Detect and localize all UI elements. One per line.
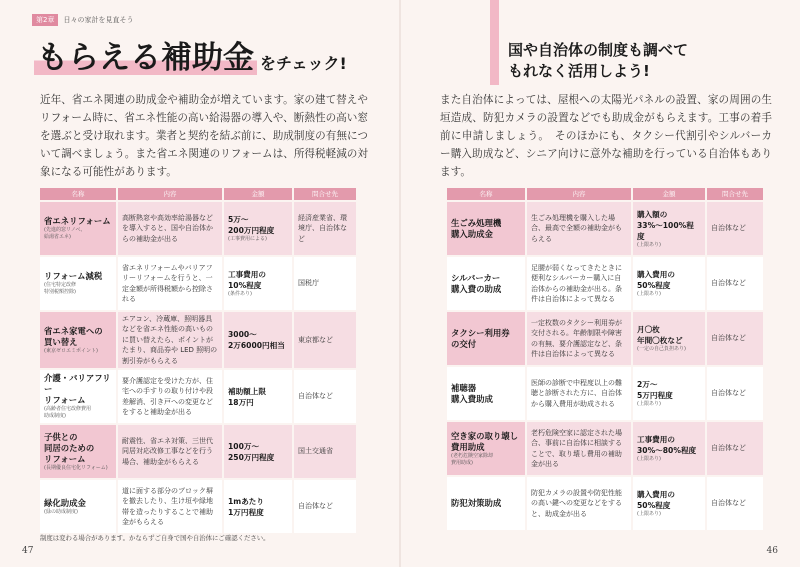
subsidy-name: 防犯対策助成: [451, 498, 502, 508]
cell-content: 耐震性、省エネ対策、三世代同居対応改修工事などを行う場合、補助金がもらえる: [118, 425, 222, 478]
cell-name: [40, 257, 116, 310]
cell-content: 要介護認定を受けた方が、住宅への手すりの取り付けや段差解消、引き戸への変更などをすると補助金が出る: [118, 370, 222, 423]
header-amount: 金額: [633, 188, 705, 200]
subsidy-name-note: (住宅特定改修 特別税額控除): [44, 282, 76, 295]
page-title-sub: をチェック!: [260, 54, 347, 73]
subsidy-name: リフォーム減税: [44, 271, 103, 281]
table-row: [40, 425, 356, 478]
cell-amount: [224, 312, 292, 368]
amount-value: 5万～ 200万円程度: [228, 215, 275, 235]
amount-value: 1mあたり 1万円程度: [228, 496, 264, 517]
page-number: 46: [766, 546, 778, 556]
table-row: [40, 257, 356, 310]
amount-note: (上限あり): [637, 511, 661, 517]
cell-name: [40, 480, 116, 533]
cell-contact: 東京都など: [294, 312, 356, 368]
cell-contact: 自治体など: [707, 202, 763, 255]
cell-contact: 自治体など: [707, 257, 763, 310]
intro-paragraph: 近年、省エネ関連の助成金や補助金が増えています。家の建て替えやリフォーム時に、省エネ性能の高い給湯器の導入や、断熱性の高い窓を選ぶと受け取れます。業者と契約を結ぶ前に、助成制度の有無について調べましょう。また省エネ関連のリフォームは、所得税軽減の対象になる可能性があります。: [40, 94, 368, 178]
subsidy-name-note: (先進的窓リノベ、 給湯省エネ): [44, 227, 86, 240]
cell-amount: [633, 422, 705, 475]
amount-note: (上限あり): [637, 241, 661, 248]
subsidy-name: 緑化助成金: [44, 497, 86, 508]
chapter-title: 日々の家計を見直そう: [63, 16, 134, 24]
amount-value: 購入額の 33%～100%程度: [637, 209, 694, 241]
amount-value: 月〇枚 年間〇枚など: [637, 325, 683, 345]
cell-contact: 自治体など: [294, 480, 356, 533]
amount-value: 工事費用の 30%～80%程度: [637, 435, 697, 455]
subsidy-name: 補聴器 購入費助成: [451, 382, 493, 404]
cell-amount: [224, 370, 292, 423]
amount-note: (条件あり): [228, 291, 252, 297]
header-name: 名称: [447, 188, 525, 200]
subsidy-name: 省エネリフォーム: [44, 216, 111, 226]
header-contact: 問合せ先: [707, 188, 763, 200]
amount-note: (上限あり): [637, 401, 661, 407]
cell-name: [40, 425, 116, 478]
amount-value: 購入費用の 50%程度: [637, 490, 675, 510]
cell-name: [447, 367, 525, 420]
table-header-row: [40, 188, 356, 200]
footnote: 制度は変わる場合があります。かならずご自身で国や自治体にご確認ください。: [40, 534, 270, 542]
cell-contact: 国税庁: [294, 257, 356, 310]
subsidy-name: 生ごみ処理機 購入助成金: [451, 217, 502, 239]
table-header-row: [447, 188, 763, 200]
subsidy-name-note: (高齢者住宅改修費用 助成制度): [44, 406, 91, 420]
cell-content: 老朽危険空家に認定された場合、事前に自治体に相談することで、取り壊し費用の補助金が出る: [527, 422, 631, 475]
amount-note: (工事費用による): [228, 236, 267, 242]
section-title-line1: 国や自治体の制度も調べて: [508, 41, 689, 59]
cell-content: 足腰が弱くなってきたときに便利なシルバーカー購入に自治体からの補助金が出る。条件は自治体によって異なる: [527, 257, 631, 310]
amount-note: (一定の自己負担あり): [637, 346, 686, 352]
cell-name: [447, 202, 525, 255]
intro-paragraph: また自治体によっては、屋根への太陽光パネルの設置、家の周囲の生垣造成、防犯カメラの設置などでも助成金がもらえます。工事の着手前に申請しましょう。 そのほかにも、タクシー代割引やシルバーカー購入助成など、シニア向けに意外な補助を行っている自治体もあります。: [440, 94, 772, 178]
cell-name: [447, 422, 525, 475]
header-content: 内容: [527, 188, 631, 200]
subsidy-table: [38, 186, 358, 535]
table-row: [40, 370, 356, 423]
section-title: [508, 40, 688, 82]
amount-note: (上限あり): [637, 291, 661, 297]
table-row: [447, 312, 763, 365]
subsidy-table: [445, 186, 765, 532]
subsidy-name-note: (長期優良住宅化リフォーム): [44, 464, 108, 471]
cell-amount: [633, 312, 705, 365]
page-title-main: もらえる補助金: [34, 38, 257, 78]
table-row: [447, 257, 763, 310]
amount-value: 2万～ 5万円程度: [637, 380, 673, 400]
subsidy-name: シルバーカー 購入費の助成: [451, 272, 502, 294]
cell-content: エアコン、冷蔵庫、照明器具などを省エネ性能の高いものに買い替えたら、ポイントがたまり、商品券や LED 照明の割引券がもらえる: [118, 312, 222, 368]
cell-name: [447, 312, 525, 365]
cell-name: [40, 202, 116, 255]
cell-contact: 経済産業省、環境庁、自治体など: [294, 202, 356, 255]
cell-amount: [224, 480, 292, 533]
chapter-tag: [32, 14, 133, 26]
header-name: 名称: [40, 188, 116, 200]
cell-amount: [224, 425, 292, 478]
cell-amount: [633, 477, 705, 530]
cell-contact: 自治体など: [707, 422, 763, 475]
cell-content: 一定枚数のタクシー利用券が交付される。年齢制限や障害の有無、要介護認定など、条件は自治体によって異なる: [527, 312, 631, 365]
cell-name: [40, 312, 116, 368]
table-row: [447, 477, 763, 530]
table-row: [447, 202, 763, 255]
chapter-badge: 第2章: [32, 14, 58, 26]
table-row: [447, 367, 763, 420]
subsidy-name: 子供との 同居のための リフォーム: [44, 431, 95, 464]
cell-name: [447, 257, 525, 310]
header-content: 内容: [118, 188, 222, 200]
cell-amount: [224, 257, 292, 310]
amount-note: (上限あり): [637, 456, 661, 462]
table-row: [447, 422, 763, 475]
amount-value: 工事費用の 10%程度: [228, 270, 266, 290]
cell-contact: 国土交通省: [294, 425, 356, 478]
subsidy-name: タクシー利用券 の交付: [451, 327, 510, 349]
cell-name: [40, 370, 116, 423]
cell-contact: 自治体など: [294, 370, 356, 423]
cell-amount: [224, 202, 292, 255]
page-title: [34, 38, 347, 78]
right-page: [400, 0, 800, 567]
title-accent-bar: [490, 0, 499, 85]
subsidy-name: 介護・バリアフリー リフォーム: [44, 373, 111, 406]
cell-content: 道に面する部分のブロック塀を撤去したり、生け垣や緑地帯を造ったりすることで補助金がもらえる: [118, 480, 222, 533]
cell-content: 高断熱窓や高効率給湯器などを導入すると、国や自治体からの補助金が出る: [118, 202, 222, 255]
cell-name: [447, 477, 525, 530]
subsidy-name: 空き家の取り壊し 費用助成: [451, 430, 518, 452]
cell-content: 医師の診断で中程度以上の難聴と診断された方に、自治体から購入費用が助成される: [527, 367, 631, 420]
cell-content: 生ごみ処理機を購入した場合、最高で全額の補助金がもらえる: [527, 202, 631, 255]
section-title-line2: もれなく活用しよう!: [508, 62, 650, 80]
cell-contact: 自治体など: [707, 367, 763, 420]
cell-contact: 自治体など: [707, 312, 763, 365]
subsidy-name-note: (緑の助成制度): [44, 508, 78, 515]
cell-content: 省エネリフォームやバリアフリーリフォームを行うと、一定金額が所得税額から控除される: [118, 257, 222, 310]
table-row: [40, 202, 356, 255]
table-row: [40, 312, 356, 368]
cell-content: 防犯カメラの設置や防犯性能の高い鍵への変更などをすると、助成金が出る: [527, 477, 631, 530]
cell-amount: [633, 367, 705, 420]
table-row: [40, 480, 356, 533]
header-amount: 金額: [224, 188, 292, 200]
subsidy-name: 省エネ家電への 買い替え: [44, 325, 103, 347]
cell-amount: [633, 257, 705, 310]
amount-value: 購入費用の 50%程度: [637, 270, 675, 290]
header-contact: 問合せ先: [294, 188, 356, 200]
amount-value: 補助額上限 18万円: [228, 386, 266, 407]
subsidy-name-note: (老朽危険空家除却 費用助成): [451, 452, 493, 466]
subsidy-name-note: (東京ゼロエミポイント): [44, 347, 98, 354]
cell-amount: [633, 202, 705, 255]
amount-value: 100万～ 250万円程度: [228, 441, 275, 462]
cell-contact: 自治体など: [707, 477, 763, 530]
amount-value: 3000～ 2万6000円相当: [228, 330, 285, 351]
page-number: 47: [22, 546, 34, 556]
